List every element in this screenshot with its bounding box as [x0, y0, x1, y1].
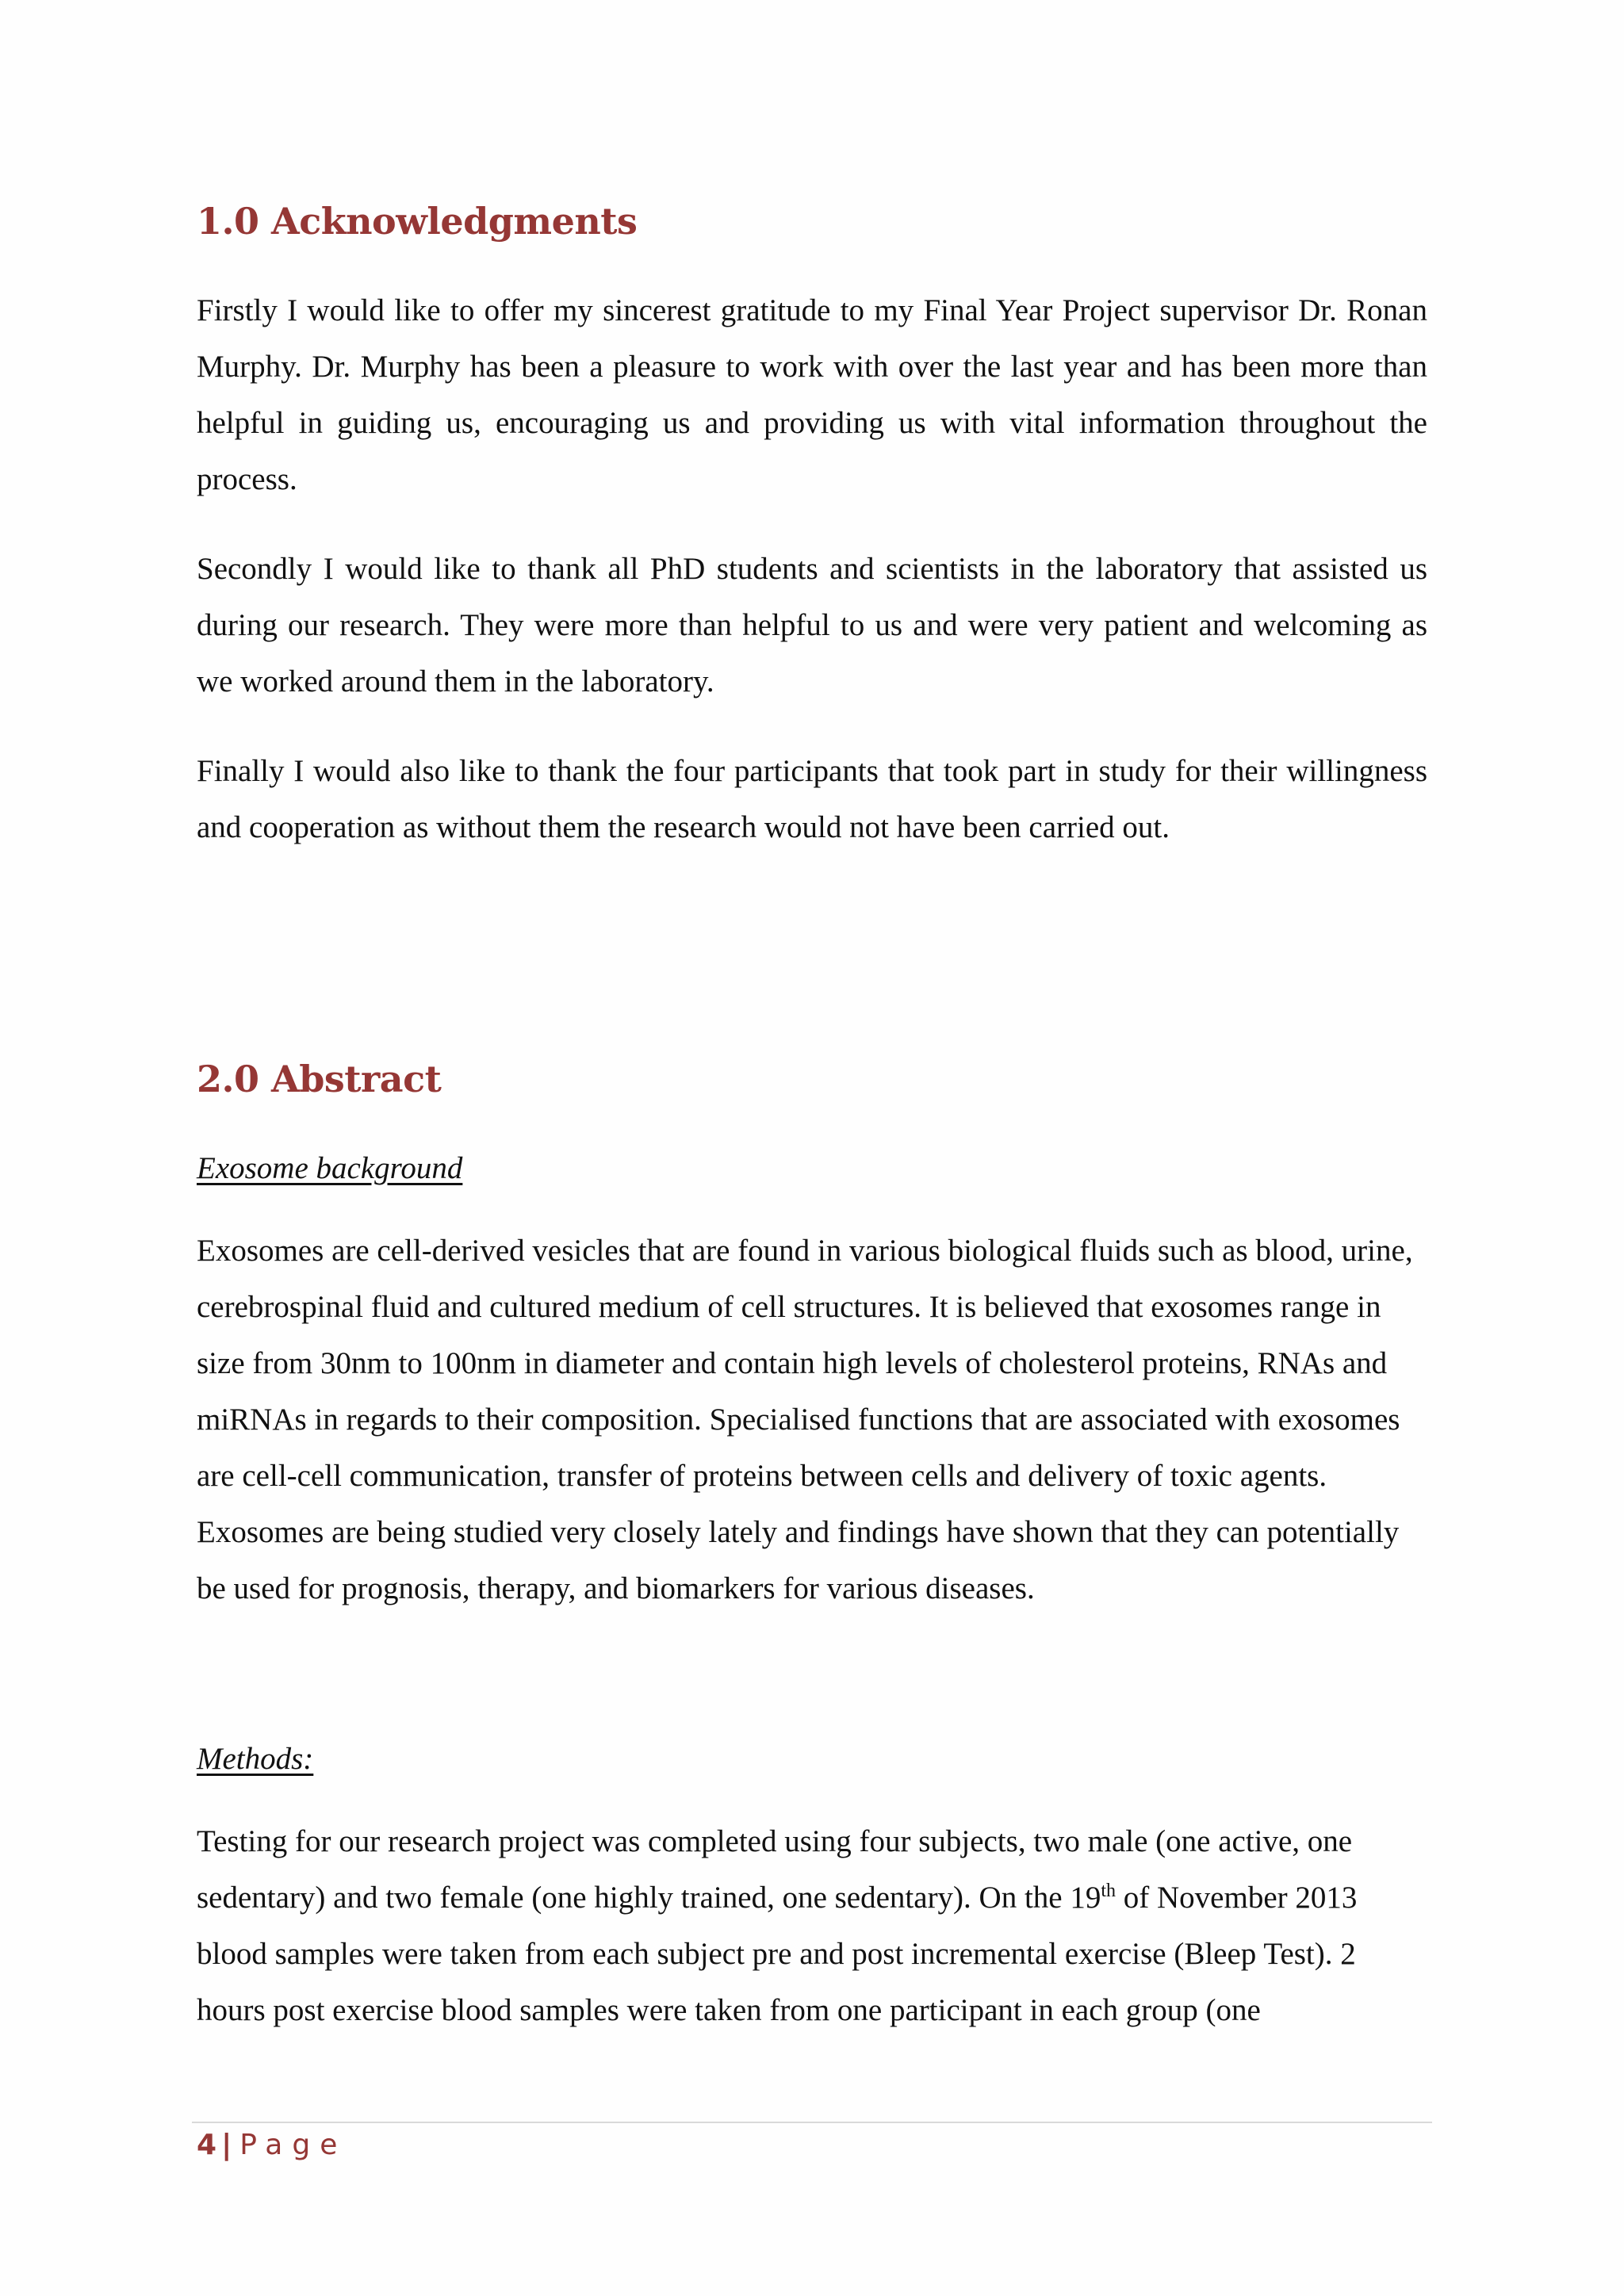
methods-subheading: Methods:	[197, 1742, 314, 1776]
page-footer	[197, 2131, 347, 2160]
acknowledgments-paragraph-3: Finally I would also like to thank the four participants that took part in study for their willingness and cooperation as without them the research would not have been carried out.	[197, 754, 1427, 844]
methods-text-part-1: Testing for our research project was completed using four subjects, two male (one active, one sedentary) and two female (one highly trained, one sedentary). On the 19	[197, 1824, 1353, 1915]
methods-text-part-2: of November 2013 blood samples were taken from each subject pre and post incremental exercise (Bleep Test). 2 hours post exercise blood samples were taken from one participant in each group (one	[197, 1881, 1358, 2027]
exosome-background-subheading: Exosome background	[197, 1151, 463, 1185]
ordinal-superscript: th	[1101, 1881, 1116, 1901]
acknowledgments-paragraph-1: Firstly I would like to offer my sincerest gratitude to my Final Year Project supervisor Dr. Ronan Murphy. Dr. Murphy has been a pleasure to work with over the last year and has been more than helpful in guiding us, encouraging us and providing us with vital information throughout the process.	[197, 293, 1427, 496]
exosome-background-paragraph: Exosomes are cell-derived vesicles that are found in various biological fluids such as blood, urine, cerebrospinal fluid and cultured medium of cell structures. It is believed that exosomes range in size from 30nm to 100nm in diameter and contain high levels of cholesterol proteins, RNAs and miRNAs in regards to their composition. Specialised functions that are associated with exosomes are cell-cell communication, transfer of proteins between cells and delivery of toxic agents. Exosomes are being studied very closely lately and findings have shown that they can potentially be used for prognosis, therapy, and biomarkers for various diseases.	[197, 1234, 1413, 1605]
acknowledgments-paragraph-2: Secondly I would like to thank all PhD students and scientists in the laboratory that assisted us during our research. They were more than helpful to us and were very patient and welcoming as we worked around them in the laboratory.	[197, 552, 1427, 698]
page-number: 4	[197, 2129, 217, 2161]
page-label: Page	[239, 2129, 347, 2161]
abstract-heading: 2.0 Abstract	[197, 1058, 442, 1100]
footer-separator: |	[221, 2129, 232, 2161]
footer-divider	[192, 2122, 1432, 2123]
acknowledgments-heading: 1.0 Acknowledgments	[197, 200, 638, 243]
methods-paragraph	[197, 1813, 1427, 2038]
